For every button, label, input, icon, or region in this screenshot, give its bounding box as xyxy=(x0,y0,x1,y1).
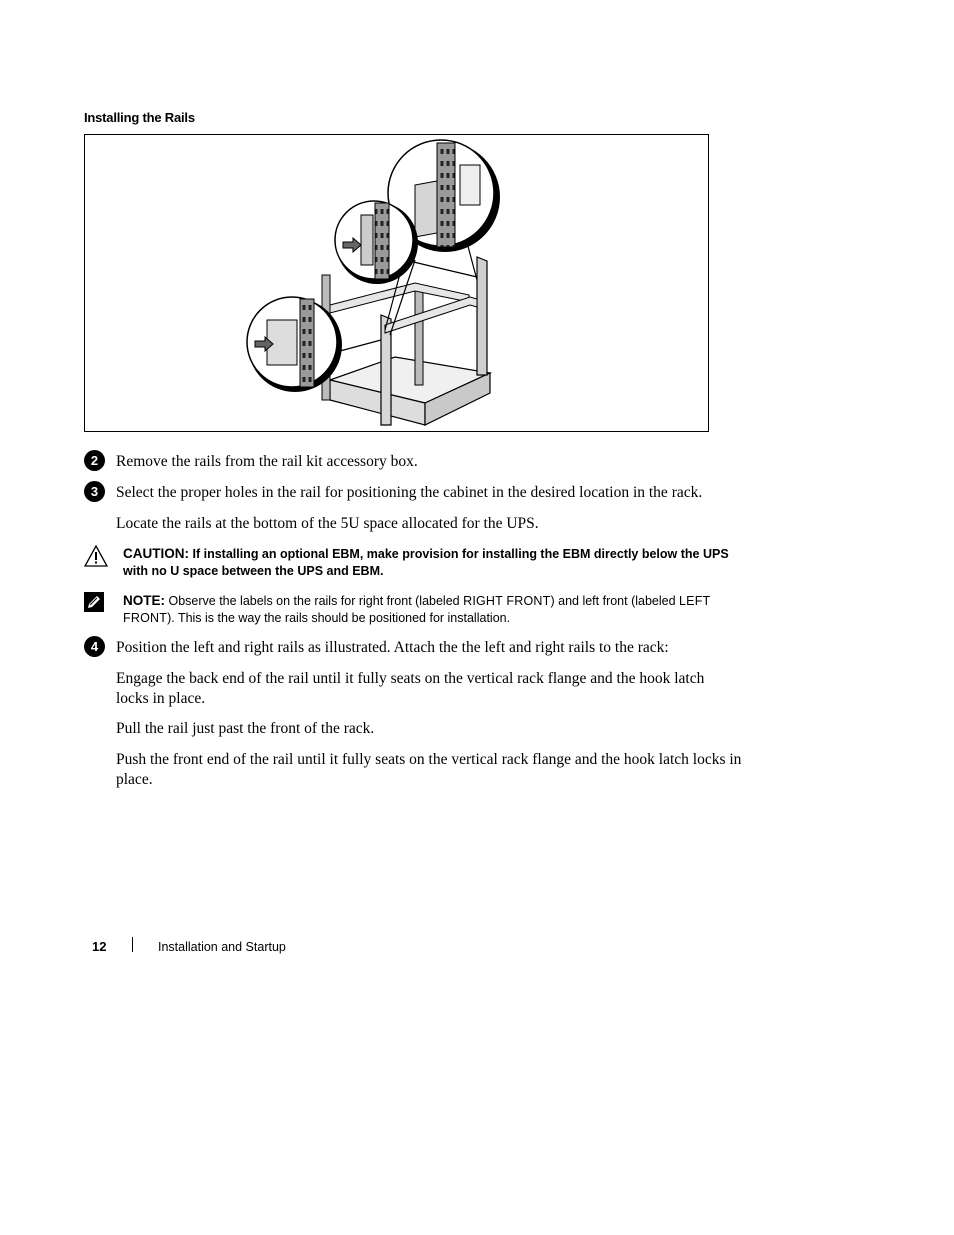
caution-notice xyxy=(123,545,753,580)
footer-separator xyxy=(132,937,133,952)
label-right-front: RIGHT FRONT xyxy=(463,594,551,608)
caution-text: If installing an optional EBM, make provision for installing the EBM directly below the UPS with no U space between the UPS and EBM. xyxy=(123,547,729,578)
step-text: Remove the rails from the rail kit accessory box. xyxy=(116,453,418,470)
note-pencil-icon xyxy=(84,592,104,612)
note-text: Observe the labels on the rails for right front (labeled xyxy=(168,594,464,608)
paragraph-push: Push the front end of the rail until it fully seats on the vertical rack flange and the hook latch locks in place. xyxy=(116,751,742,788)
paragraph-engage: Engage the back end of the rail until it fully seats on the vertical rack flange and the hook latch locks in place. xyxy=(116,670,705,707)
caution-label: CAUTION: xyxy=(123,546,189,561)
footer-section-title: Installation and Startup xyxy=(158,940,286,954)
step-number: 3 xyxy=(84,481,105,502)
step-number: 2 xyxy=(84,450,105,471)
step-text: Select the proper holes in the rail for positioning the cabinet in the desired location in the rack. xyxy=(116,484,703,501)
rack-post-back-right xyxy=(415,285,423,385)
note-label: NOTE: xyxy=(123,593,165,608)
rail-installation-illustration xyxy=(84,134,709,432)
rack-post-front-right xyxy=(477,257,487,375)
paragraph-locate: Locate the rails at the bottom of the 5U space allocated for the UPS. xyxy=(116,515,539,532)
paragraph-pull: Pull the rail just past the front of the rack. xyxy=(116,720,375,737)
note-notice xyxy=(123,592,753,627)
page-number: 12 xyxy=(92,939,107,954)
step-number: 4 xyxy=(84,636,105,657)
right-rail xyxy=(385,297,477,333)
caution-triangle-icon xyxy=(84,545,108,567)
note-text: ). This is the way the rails should be positioned for installation. xyxy=(167,611,511,625)
note-text: ) and left front (labeled xyxy=(550,594,680,608)
figure-title: Installing the Rails xyxy=(84,110,195,125)
label-left-front: LEFT FRONT xyxy=(123,594,711,625)
rack-rails-drawing xyxy=(85,135,708,431)
step-text: Position the left and right rails as illustrated. Attach the the left and right rails to the rack: xyxy=(116,639,669,656)
